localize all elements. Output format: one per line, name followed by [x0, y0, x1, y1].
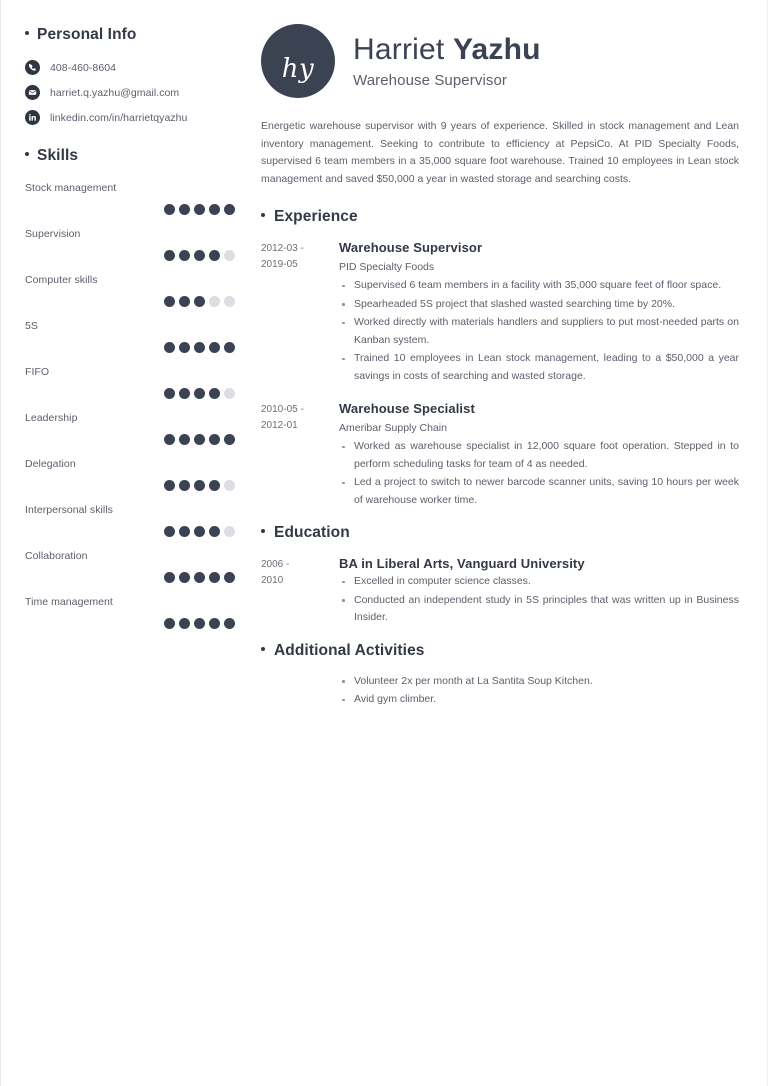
rating-dot-empty [224, 388, 235, 399]
skill-label: Leadership [25, 412, 78, 424]
first-name: Harriet [353, 33, 445, 66]
skill-rating-dots [25, 434, 239, 445]
additional-activities-bullet-list [339, 673, 739, 709]
rating-dot-filled [164, 342, 175, 353]
skill-label: FIFO [25, 366, 50, 378]
skill-label: Computer skills [25, 274, 98, 286]
skill-item [25, 411, 239, 445]
name-block [353, 33, 541, 89]
entry-title: BA in Liberal Arts, Vanguard University [339, 556, 585, 571]
phone-icon [25, 60, 40, 75]
rating-dot-filled [224, 434, 235, 445]
rating-dot-filled [164, 388, 175, 399]
skill-item [25, 595, 239, 629]
skill-item [25, 273, 239, 307]
section-heading-additional-activities [261, 642, 739, 660]
rating-dot-filled [179, 434, 190, 445]
rating-dot-filled [209, 342, 220, 353]
entry-organization: Ameribar Supply Chain [339, 422, 447, 434]
rating-dot-filled [164, 296, 175, 307]
skill-rating-dots [25, 572, 239, 583]
experience-entry-list [261, 239, 739, 510]
heading-bullet-icon [261, 213, 265, 217]
timeline-entry [261, 239, 739, 386]
rating-dot-filled [209, 204, 220, 215]
rating-dot-filled [179, 388, 190, 399]
rating-dot-empty [224, 526, 235, 537]
skill-item [25, 319, 239, 353]
skill-item [25, 227, 239, 261]
skill-label: Supervision [25, 228, 81, 240]
linkedin-value: linkedin.com/in/harrietqyazhu [50, 111, 188, 124]
entry-bullet: Supervised 6 team members in a facility with 35,000 square feet of floor space. [339, 277, 739, 295]
rating-dot-filled [194, 204, 205, 215]
resume-header [261, 24, 739, 98]
skill-rating-dots [25, 204, 239, 215]
rating-dot-empty [209, 296, 220, 307]
skill-label: Time management [25, 596, 113, 608]
rating-dot-filled [179, 618, 190, 629]
contact-item-linkedin[interactable] [25, 110, 239, 125]
rating-dot-filled [209, 434, 220, 445]
rating-dot-filled [179, 572, 190, 583]
summary-paragraph: Energetic warehouse supervisor with 9 years of experience. Skilled in stock management and Lean inventory management. Seeking to contribute to efficiency at PepsiCo. At PID Specialty Foods, supervised 6 team members in a 35,000 square foot warehouse. Trained 10 employees in Lean stock management and saved $50,000 a year in wasted storage and searching costs. [261, 120, 739, 185]
entry-date-range [261, 400, 339, 510]
rating-dot-filled [164, 572, 175, 583]
entry-body [339, 400, 739, 510]
rating-dot-empty [224, 250, 235, 261]
skill-label: Collaboration [25, 550, 88, 562]
last-name: Yazhu [452, 33, 541, 66]
skill-rating-dots [25, 526, 239, 537]
rating-dot-filled [209, 250, 220, 261]
rating-dot-filled [164, 204, 175, 215]
section-heading-skills [25, 147, 239, 165]
skill-label: 5S [25, 320, 38, 332]
linkedin-icon [25, 110, 40, 125]
rating-dot-filled [209, 480, 220, 491]
rating-dot-filled [194, 434, 205, 445]
rating-dot-filled [194, 342, 205, 353]
entry-date-range [261, 555, 339, 628]
education-entry-list [261, 555, 739, 628]
entry-date-end: 2012-01 [261, 420, 298, 431]
entry-bullet: Led a project to switch to newer barcode scanner units, saving 10 hours per week of warehouse worker time. [339, 474, 739, 509]
rating-dot-filled [179, 296, 190, 307]
rating-dot-filled [209, 388, 220, 399]
skill-item [25, 365, 239, 399]
skill-label: Interpersonal skills [25, 504, 113, 516]
avatar: hy [261, 24, 335, 98]
timeline-entry [261, 400, 739, 510]
rating-dot-filled [179, 250, 190, 261]
heading-bullet-icon [261, 529, 265, 533]
entry-date-start: 2010-05 - [261, 404, 304, 415]
rating-dot-filled [179, 480, 190, 491]
rating-dot-filled [179, 342, 190, 353]
rating-dot-filled [194, 618, 205, 629]
rating-dot-filled [209, 618, 220, 629]
skills-heading-label: Skills [37, 147, 79, 164]
page-title [353, 33, 541, 67]
entry-bullet: Excelled in computer science classes. [339, 573, 739, 591]
email-icon [25, 85, 40, 100]
entry-date-start: 2006 - [261, 559, 290, 570]
main-content [253, 0, 767, 1086]
entry-date-range [261, 239, 339, 386]
rating-dot-filled [194, 250, 205, 261]
rating-dot-filled [164, 434, 175, 445]
email-value: harriet.q.yazhu@gmail.com [50, 86, 180, 99]
rating-dot-filled [209, 572, 220, 583]
skill-item [25, 549, 239, 583]
rating-dot-filled [224, 618, 235, 629]
skill-rating-dots [25, 296, 239, 307]
skill-rating-dots [25, 250, 239, 261]
skill-item [25, 181, 239, 215]
heading-bullet-icon [25, 152, 29, 156]
section-heading-experience [261, 208, 739, 226]
job-title: Warehouse Supervisor [353, 72, 508, 89]
entry-title: Warehouse Supervisor [339, 240, 483, 255]
entry-bullet: Trained 10 employees in Lean stock management, leading to a $50,000 a year savings in costs of searching and wasted storage. [339, 350, 739, 385]
contact-item-phone[interactable] [25, 60, 239, 75]
skill-rating-dots [25, 388, 239, 399]
rating-dot-filled [224, 204, 235, 215]
rating-dot-filled [164, 526, 175, 537]
rating-dot-filled [194, 526, 205, 537]
entry-bullet-list [339, 438, 739, 509]
skill-rating-dots [25, 480, 239, 491]
rating-dot-filled [194, 572, 205, 583]
entry-bullet: Worked directly with materials handlers and suppliers to put most-needed parts on Kanban system. [339, 314, 739, 349]
rating-dot-filled [164, 480, 175, 491]
rating-dot-empty [224, 296, 235, 307]
entry-bullet: Worked as warehouse specialist in 12,000 square foot operation. Stepped in to perform scheduling tasks for team of 4 as needed. [339, 438, 739, 473]
rating-dot-filled [164, 618, 175, 629]
sidebar [1, 0, 253, 1086]
rating-dot-filled [209, 526, 220, 537]
skill-item [25, 457, 239, 491]
personal-info-heading-label: Personal Info [37, 26, 137, 43]
additional-activities-section [261, 642, 739, 709]
education-section [261, 524, 739, 628]
additional-activity-bullet: Avid gym climber. [339, 691, 739, 709]
skills-list [25, 181, 239, 629]
skill-item [25, 503, 239, 537]
rating-dot-filled [224, 572, 235, 583]
heading-bullet-icon [25, 31, 29, 35]
experience-section [261, 208, 739, 510]
additional-activities-heading-label: Additional Activities [274, 641, 425, 659]
entry-organization: PID Specialty Foods [339, 261, 435, 273]
additional-activity-bullet: Volunteer 2x per month at La Santita Soup Kitchen. [339, 673, 739, 691]
entry-bullet-list [339, 277, 739, 385]
entry-date-start: 2012-03 - [261, 243, 304, 254]
rating-dot-empty [224, 480, 235, 491]
skill-rating-dots [25, 342, 239, 353]
rating-dot-filled [194, 388, 205, 399]
rating-dot-filled [194, 296, 205, 307]
contact-item-email[interactable] [25, 85, 239, 100]
section-heading-personal-info [25, 26, 239, 44]
rating-dot-filled [179, 526, 190, 537]
entry-date-end: 2019-05 [261, 259, 298, 270]
rating-dot-filled [194, 480, 205, 491]
rating-dot-filled [179, 204, 190, 215]
rating-dot-filled [224, 342, 235, 353]
additional-activities-body [261, 673, 739, 709]
experience-heading-label: Experience [274, 208, 358, 225]
entry-title: Warehouse Specialist [339, 401, 475, 416]
entry-body [339, 239, 739, 386]
entry-bullet: Conducted an independent study in 5S principles that was written up in Business Insider. [339, 592, 739, 627]
entry-bullet-list [339, 573, 739, 627]
skill-rating-dots [25, 618, 239, 629]
section-heading-education [261, 524, 739, 542]
contact-list [25, 60, 239, 125]
timeline-entry [261, 555, 739, 628]
entry-body [339, 555, 739, 628]
heading-bullet-icon [261, 647, 265, 651]
skill-label: Delegation [25, 458, 76, 470]
education-heading-label: Education [274, 524, 350, 541]
phone-value: 408-460-8604 [50, 61, 116, 74]
skill-label: Stock management [25, 182, 117, 194]
entry-bullet: Spearheaded 5S project that slashed wasted searching time by 20%. [339, 296, 739, 314]
entry-date-end: 2010 [261, 575, 284, 586]
rating-dot-filled [164, 250, 175, 261]
